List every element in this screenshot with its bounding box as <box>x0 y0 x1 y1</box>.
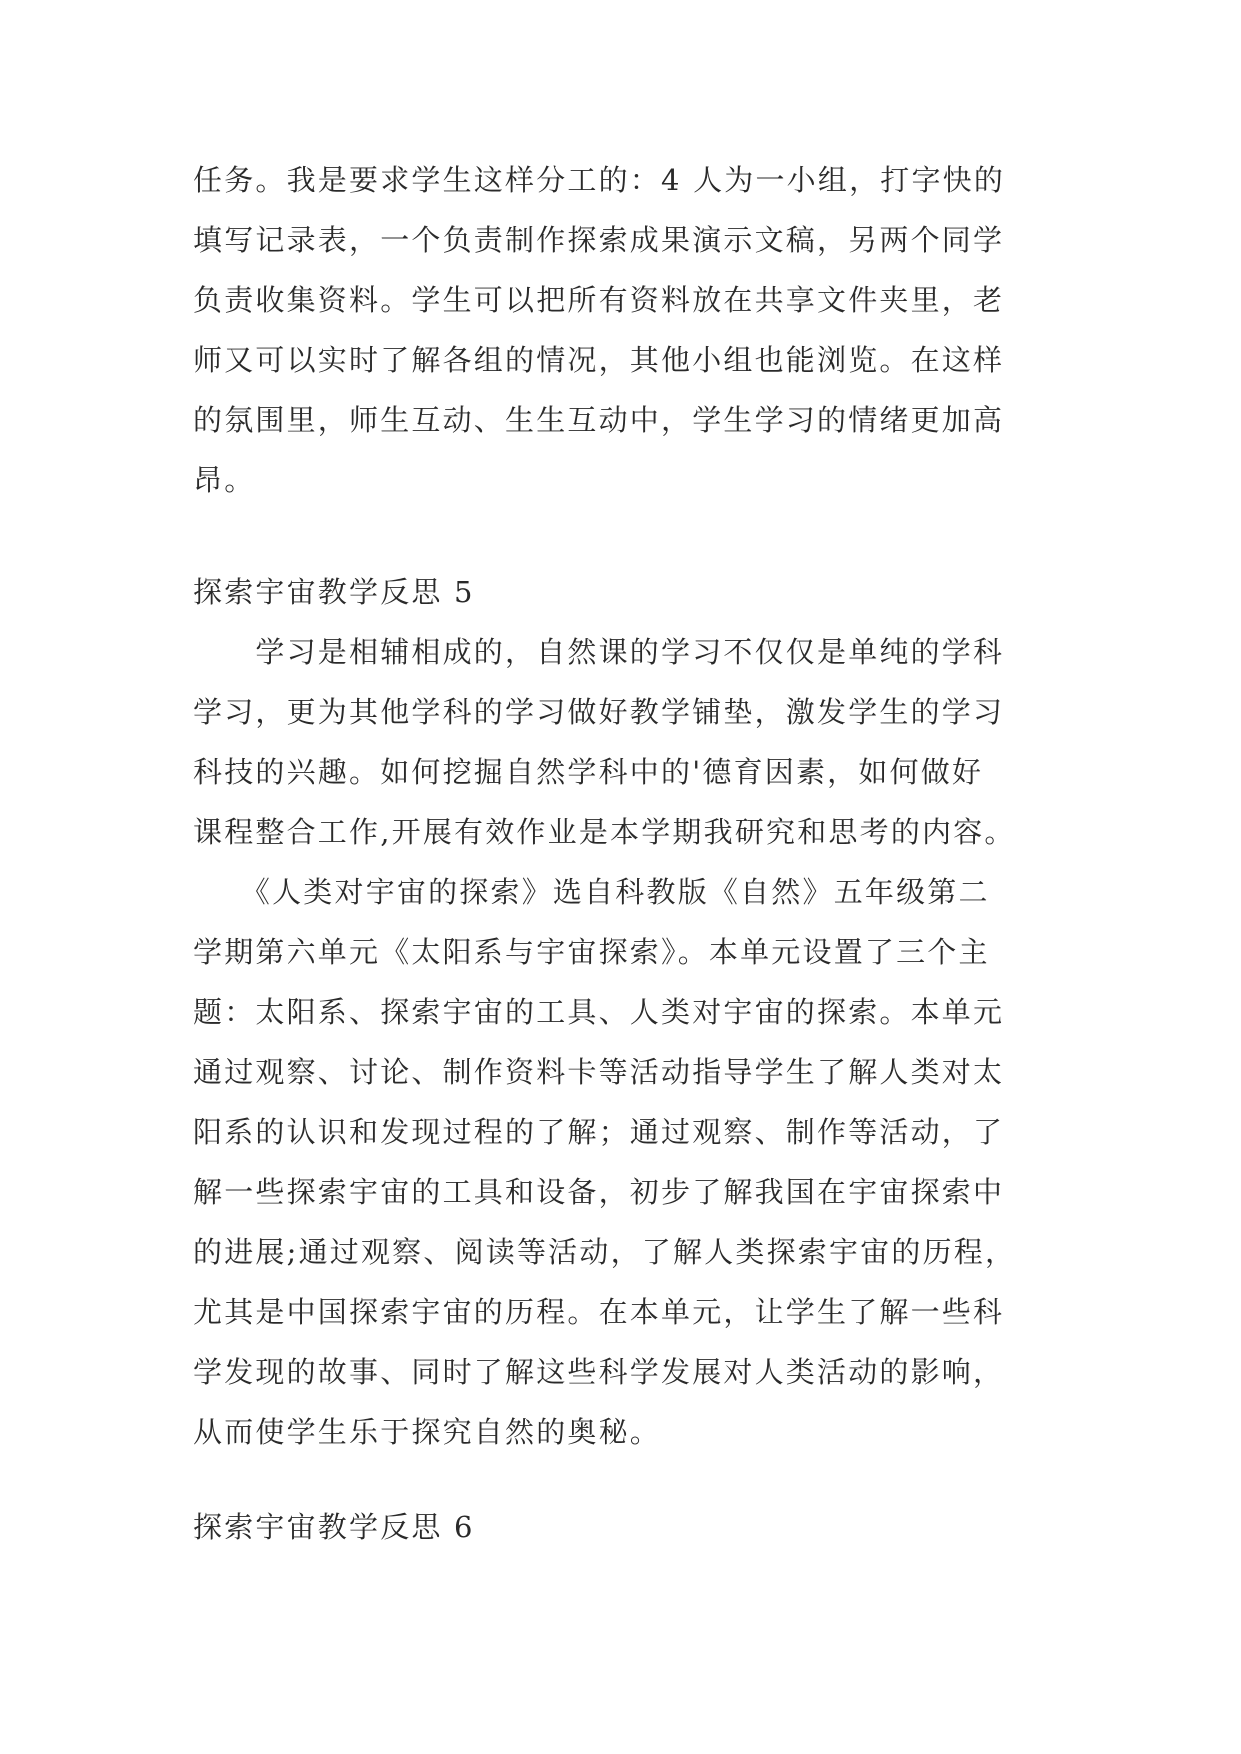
paragraph-line: 科技的兴趣。如何挖掘自然学科中的'德育因素，如何做好 <box>193 755 984 789</box>
paragraph-line: 学习，更为其他学科的学习做好教学铺垫，激发学生的学习 <box>193 695 1005 729</box>
paragraph-line: 课程整合工作,开展有效作业是本学期我研究和思考的内容。 <box>193 815 1016 849</box>
intro-paragraph <box>193 150 1053 510</box>
paragraph-line: 的进展;通过观察、阅读等活动，了解人类探索宇宙的历程， <box>193 1235 1017 1269</box>
section-heading-5: 探索宇宙教学反思 5 <box>193 575 475 609</box>
paragraph-line: 《人类对宇宙的探索》选自科教版《自然》五年级第二 <box>193 875 990 909</box>
paragraph-line: 学发现的故事、同时了解这些科学发展对人类活动的影响， <box>193 1355 1005 1389</box>
paragraph-line: 阳系的认识和发现过程的了解；通过观察、制作等活动，了 <box>193 1115 1005 1149</box>
paragraph-line: 昂。 <box>193 463 256 497</box>
section5-paragraph-1 <box>193 622 1053 862</box>
section-heading-6: 探索宇宙教学反思 6 <box>193 1510 475 1544</box>
section5-paragraph-2 <box>193 862 1053 1462</box>
paragraph-line: 的氛围里，师生互动、生生互动中，学生学习的情绪更加高 <box>193 403 1005 437</box>
paragraph-line: 从而使学生乐于探究自然的奥秘。 <box>193 1415 662 1449</box>
paragraph-line: 尤其是中国探索宇宙的历程。在本单元，让学生了解一些科 <box>193 1295 1005 1329</box>
paragraph-line: 师又可以实时了解各组的情况，其他小组也能浏览。在这样 <box>193 343 1005 377</box>
paragraph-line: 任务。我是要求学生这样分工的：4 人为一小组，打字快的 <box>193 163 1006 197</box>
paragraph-line: 题：太阳系、探索宇宙的工具、人类对宇宙的探索。本单元 <box>193 995 1005 1029</box>
paragraph-line: 通过观察、讨论、制作资料卡等活动指导学生了解人类对太 <box>193 1055 1005 1089</box>
paragraph-line: 填写记录表，一个负责制作探索成果演示文稿，另两个同学 <box>193 223 1005 257</box>
paragraph-line: 负责收集资料。学生可以把所有资料放在共享文件夹里，老 <box>193 283 1005 317</box>
paragraph-line: 学习是相辅相成的，自然课的学习不仅仅是单纯的学科 <box>193 635 1005 669</box>
paragraph-line: 解一些探索宇宙的工具和设备，初步了解我国在宇宙探索中 <box>193 1175 1005 1209</box>
paragraph-line: 学期第六单元《太阳系与宇宙探索》。本单元设置了三个主 <box>193 935 990 969</box>
